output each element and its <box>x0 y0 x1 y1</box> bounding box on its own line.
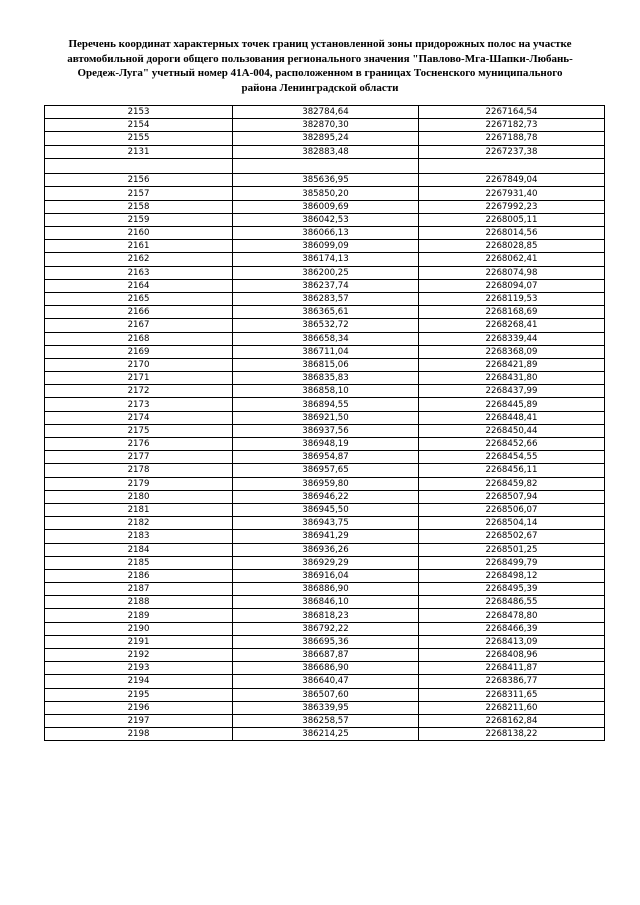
table-row <box>45 662 605 675</box>
y-coordinate-cell: 2268162,84 <box>419 714 605 727</box>
x-coordinate-cell: 382784,64 <box>233 106 419 119</box>
point-number-cell: 2171 <box>45 372 233 385</box>
point-number-cell: 2192 <box>45 649 233 662</box>
x-coordinate-cell: 386835,83 <box>233 372 419 385</box>
x-coordinate-cell: 386916,04 <box>233 569 419 582</box>
table-row <box>45 411 605 424</box>
y-coordinate-cell: 2267237,38 <box>419 145 605 158</box>
y-coordinate-cell: 2268431,80 <box>419 372 605 385</box>
y-coordinate-cell: 2268507,94 <box>419 490 605 503</box>
y-coordinate-cell: 2268437,99 <box>419 385 605 398</box>
point-number-cell: 2168 <box>45 332 233 345</box>
point-number-cell: 2153 <box>45 106 233 119</box>
point-number-cell: 2170 <box>45 358 233 371</box>
x-coordinate-cell: 386937,56 <box>233 424 419 437</box>
x-coordinate-cell: 386954,87 <box>233 451 419 464</box>
point-number-cell: 2159 <box>45 213 233 226</box>
point-number-cell: 2194 <box>45 675 233 688</box>
y-coordinate-cell: 2267849,04 <box>419 174 605 187</box>
x-coordinate-cell: 386818,23 <box>233 609 419 622</box>
point-number-cell: 2131 <box>45 145 233 158</box>
x-coordinate-cell: 386943,75 <box>233 517 419 530</box>
table-row <box>45 279 605 292</box>
x-coordinate-cell: 386815,06 <box>233 358 419 371</box>
y-coordinate-cell: 2268456,11 <box>419 464 605 477</box>
x-coordinate-cell: 386894,55 <box>233 398 419 411</box>
table-row <box>45 145 605 158</box>
table-row <box>45 345 605 358</box>
table-row <box>45 213 605 226</box>
y-coordinate-cell: 2267164,54 <box>419 106 605 119</box>
point-number-cell: 2181 <box>45 503 233 516</box>
x-coordinate-cell: 386214,25 <box>233 728 419 741</box>
y-coordinate-cell: 2268445,89 <box>419 398 605 411</box>
table-row <box>45 477 605 490</box>
coordinates-table-body <box>45 106 605 741</box>
x-coordinate-cell: 382883,48 <box>233 145 419 158</box>
y-coordinate-cell: 2268495,39 <box>419 583 605 596</box>
point-number-cell: 2188 <box>45 596 233 609</box>
document-title <box>40 37 600 95</box>
point-number-cell: 2183 <box>45 530 233 543</box>
table-row <box>45 158 605 174</box>
y-coordinate-cell: 2268368,09 <box>419 345 605 358</box>
x-coordinate-cell: 386066,13 <box>233 227 419 240</box>
point-number-cell: 2160 <box>45 227 233 240</box>
point-number-cell: 2157 <box>45 187 233 200</box>
point-number-cell: 2189 <box>45 609 233 622</box>
table-row <box>45 253 605 266</box>
table-row <box>45 187 605 200</box>
point-number-cell: 2190 <box>45 622 233 635</box>
title-line: района Ленинградской области <box>241 81 399 94</box>
point-number-cell: 2196 <box>45 701 233 714</box>
y-coordinate-cell <box>419 158 605 174</box>
table-row <box>45 649 605 662</box>
table-row <box>45 675 605 688</box>
x-coordinate-cell: 386941,29 <box>233 530 419 543</box>
point-number-cell: 2156 <box>45 174 233 187</box>
coordinates-table <box>44 105 605 741</box>
y-coordinate-cell: 2268211,60 <box>419 701 605 714</box>
table-row <box>45 372 605 385</box>
table-row <box>45 728 605 741</box>
table-row <box>45 358 605 371</box>
table-row <box>45 240 605 253</box>
table-row <box>45 306 605 319</box>
y-coordinate-cell: 2268421,89 <box>419 358 605 371</box>
x-coordinate-cell: 386936,26 <box>233 543 419 556</box>
x-coordinate-cell: 386174,13 <box>233 253 419 266</box>
x-coordinate-cell: 386658,34 <box>233 332 419 345</box>
point-number-cell: 2191 <box>45 635 233 648</box>
x-coordinate-cell: 382870,30 <box>233 119 419 132</box>
point-number-cell: 2158 <box>45 200 233 213</box>
y-coordinate-cell: 2267992,23 <box>419 200 605 213</box>
y-coordinate-cell: 2268506,07 <box>419 503 605 516</box>
x-coordinate-cell: 386532,72 <box>233 319 419 332</box>
x-coordinate-cell: 386846,10 <box>233 596 419 609</box>
x-coordinate-cell: 386886,90 <box>233 583 419 596</box>
x-coordinate-cell: 386258,57 <box>233 714 419 727</box>
point-number-cell: 2174 <box>45 411 233 424</box>
table-row <box>45 635 605 648</box>
y-coordinate-cell: 2268413,09 <box>419 635 605 648</box>
table-row <box>45 174 605 187</box>
table-row <box>45 292 605 305</box>
point-number-cell: 2179 <box>45 477 233 490</box>
table-row <box>45 200 605 213</box>
x-coordinate-cell: 385636,95 <box>233 174 419 187</box>
y-coordinate-cell: 2268014,56 <box>419 227 605 240</box>
table-row <box>45 596 605 609</box>
point-number-cell: 2167 <box>45 319 233 332</box>
point-number-cell: 2164 <box>45 279 233 292</box>
point-number-cell: 2193 <box>45 662 233 675</box>
y-coordinate-cell: 2268478,80 <box>419 609 605 622</box>
point-number-cell: 2173 <box>45 398 233 411</box>
x-coordinate-cell: 386687,87 <box>233 649 419 662</box>
table-row <box>45 132 605 145</box>
table-row <box>45 398 605 411</box>
y-coordinate-cell: 2268504,14 <box>419 517 605 530</box>
y-coordinate-cell: 2268466,39 <box>419 622 605 635</box>
table-row <box>45 332 605 345</box>
table-row <box>45 106 605 119</box>
point-number-cell: 2162 <box>45 253 233 266</box>
y-coordinate-cell: 2268448,41 <box>419 411 605 424</box>
point-number-cell: 2154 <box>45 119 233 132</box>
table-row <box>45 714 605 727</box>
table-row <box>45 503 605 516</box>
table-row <box>45 424 605 437</box>
y-coordinate-cell: 2268498,12 <box>419 569 605 582</box>
point-number-cell: 2172 <box>45 385 233 398</box>
point-number-cell: 2161 <box>45 240 233 253</box>
table-row <box>45 227 605 240</box>
table-row <box>45 556 605 569</box>
table-row <box>45 464 605 477</box>
y-coordinate-cell: 2268499,79 <box>419 556 605 569</box>
title-line: Перечень координат характерных точек границ установленной зоны придорожных полос на участке <box>68 38 572 50</box>
table-row <box>45 319 605 332</box>
table-row <box>45 517 605 530</box>
x-coordinate-cell <box>233 158 419 174</box>
y-coordinate-cell: 2267182,73 <box>419 119 605 132</box>
y-coordinate-cell: 2268268,41 <box>419 319 605 332</box>
x-coordinate-cell: 382895,24 <box>233 132 419 145</box>
point-number-cell <box>45 158 233 174</box>
y-coordinate-cell: 2268138,22 <box>419 728 605 741</box>
table-row <box>45 609 605 622</box>
table-row <box>45 583 605 596</box>
table-row <box>45 266 605 279</box>
y-coordinate-cell: 2267188,78 <box>419 132 605 145</box>
y-coordinate-cell: 2268454,55 <box>419 451 605 464</box>
point-number-cell: 2185 <box>45 556 233 569</box>
x-coordinate-cell: 386921,50 <box>233 411 419 424</box>
x-coordinate-cell: 386695,36 <box>233 635 419 648</box>
x-coordinate-cell: 386957,65 <box>233 464 419 477</box>
point-number-cell: 2184 <box>45 543 233 556</box>
y-coordinate-cell: 2267931,40 <box>419 187 605 200</box>
point-number-cell: 2178 <box>45 464 233 477</box>
x-coordinate-cell: 386946,22 <box>233 490 419 503</box>
y-coordinate-cell: 2268311,65 <box>419 688 605 701</box>
x-coordinate-cell: 386237,74 <box>233 279 419 292</box>
title-line: автомобильной дороги общего пользования регионального значения "Павлово-Мга-Шапки-Любань- <box>67 52 573 65</box>
point-number-cell: 2176 <box>45 438 233 451</box>
table-row <box>45 385 605 398</box>
point-number-cell: 2177 <box>45 451 233 464</box>
x-coordinate-cell: 386686,90 <box>233 662 419 675</box>
table-row <box>45 688 605 701</box>
table-row <box>45 490 605 503</box>
point-number-cell: 2165 <box>45 292 233 305</box>
x-coordinate-cell: 386959,80 <box>233 477 419 490</box>
point-number-cell: 2175 <box>45 424 233 437</box>
y-coordinate-cell: 2268062,41 <box>419 253 605 266</box>
y-coordinate-cell: 2268501,25 <box>419 543 605 556</box>
point-number-cell: 2197 <box>45 714 233 727</box>
x-coordinate-cell: 386099,09 <box>233 240 419 253</box>
point-number-cell: 2187 <box>45 583 233 596</box>
x-coordinate-cell: 386792,22 <box>233 622 419 635</box>
table-row <box>45 119 605 132</box>
y-coordinate-cell: 2268339,44 <box>419 332 605 345</box>
table-row <box>45 451 605 464</box>
y-coordinate-cell: 2268386,77 <box>419 675 605 688</box>
x-coordinate-cell: 386339,95 <box>233 701 419 714</box>
x-coordinate-cell: 386283,57 <box>233 292 419 305</box>
x-coordinate-cell: 386200,25 <box>233 266 419 279</box>
y-coordinate-cell: 2268168,69 <box>419 306 605 319</box>
y-coordinate-cell: 2268094,07 <box>419 279 605 292</box>
y-coordinate-cell: 2268005,11 <box>419 213 605 226</box>
y-coordinate-cell: 2268408,96 <box>419 649 605 662</box>
table-row <box>45 438 605 451</box>
table-row <box>45 569 605 582</box>
y-coordinate-cell: 2268502,67 <box>419 530 605 543</box>
y-coordinate-cell: 2268450,44 <box>419 424 605 437</box>
x-coordinate-cell: 386640,47 <box>233 675 419 688</box>
point-number-cell: 2155 <box>45 132 233 145</box>
point-number-cell: 2163 <box>45 266 233 279</box>
y-coordinate-cell: 2268452,66 <box>419 438 605 451</box>
y-coordinate-cell: 2268074,98 <box>419 266 605 279</box>
y-coordinate-cell: 2268411,87 <box>419 662 605 675</box>
x-coordinate-cell: 386009,69 <box>233 200 419 213</box>
point-number-cell: 2166 <box>45 306 233 319</box>
x-coordinate-cell: 386858,10 <box>233 385 419 398</box>
x-coordinate-cell: 386945,50 <box>233 503 419 516</box>
title-line: Оредеж-Луга" учетный номер 41А-004, расположенном в границах Тосненского муниципального <box>77 67 563 79</box>
point-number-cell: 2169 <box>45 345 233 358</box>
point-number-cell: 2195 <box>45 688 233 701</box>
x-coordinate-cell: 386948,19 <box>233 438 419 451</box>
x-coordinate-cell: 386929,29 <box>233 556 419 569</box>
x-coordinate-cell: 386042,53 <box>233 213 419 226</box>
table-row <box>45 701 605 714</box>
point-number-cell: 2182 <box>45 517 233 530</box>
x-coordinate-cell: 386507,60 <box>233 688 419 701</box>
x-coordinate-cell: 386711,04 <box>233 345 419 358</box>
y-coordinate-cell: 2268459,82 <box>419 477 605 490</box>
x-coordinate-cell: 386365,61 <box>233 306 419 319</box>
y-coordinate-cell: 2268486,55 <box>419 596 605 609</box>
y-coordinate-cell: 2268028,85 <box>419 240 605 253</box>
point-number-cell: 2186 <box>45 569 233 582</box>
point-number-cell: 2198 <box>45 728 233 741</box>
x-coordinate-cell: 385850,20 <box>233 187 419 200</box>
table-row <box>45 530 605 543</box>
table-row <box>45 622 605 635</box>
table-row <box>45 543 605 556</box>
y-coordinate-cell: 2268119,53 <box>419 292 605 305</box>
point-number-cell: 2180 <box>45 490 233 503</box>
